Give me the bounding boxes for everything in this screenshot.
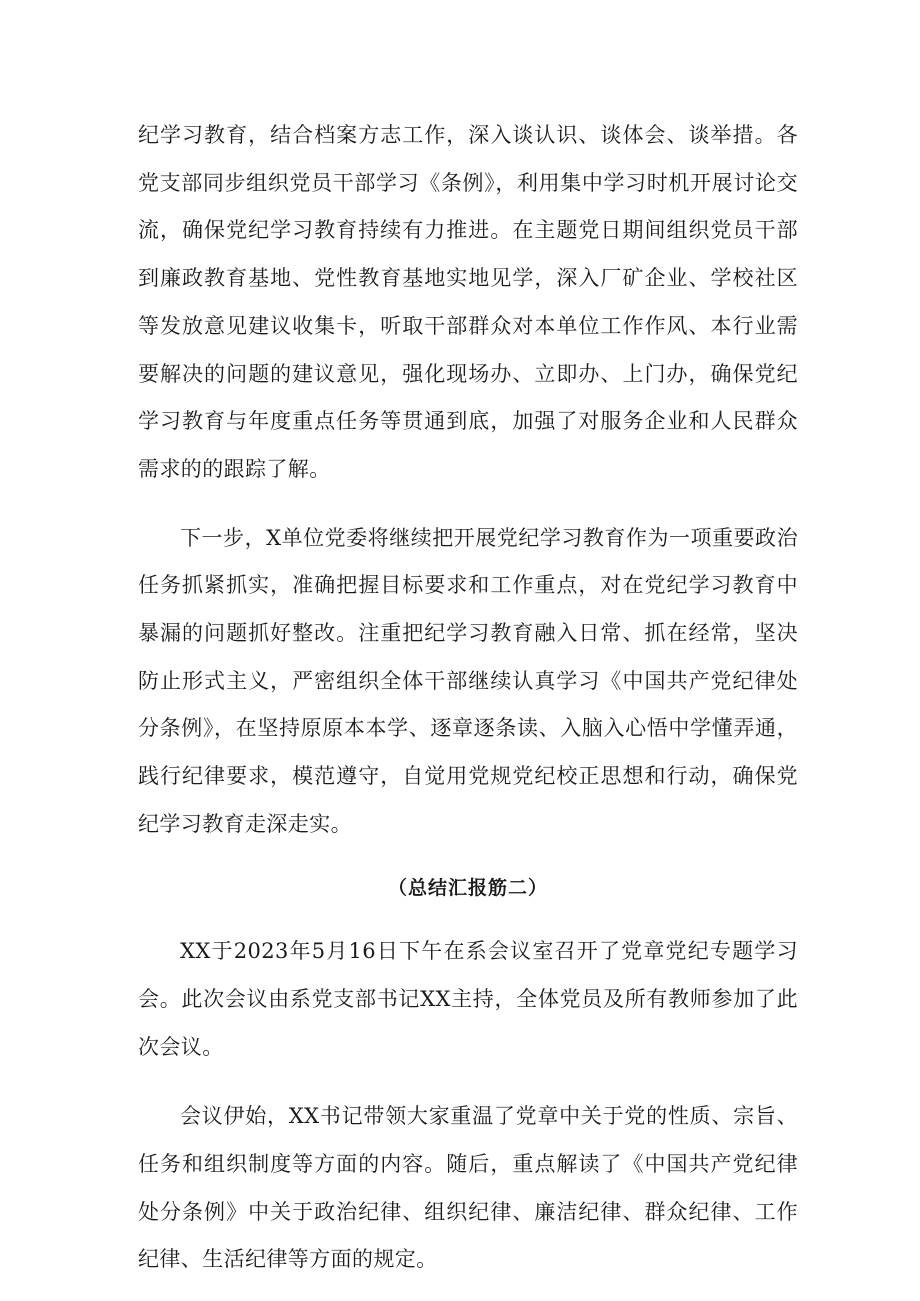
paragraph-meeting-content: 会议伊始，XX书记带领大家重温了党章中关于党的性质、宗旨、任务和组织制度等方面的内容。随后，重点解读了《中国共产党纪律处分条例》中关于政治纪律、组织纪律、廉洁纪律、群众纪律、工作纪律、生活纪律等方面的规定。: [138, 1104, 798, 1272]
paragraph-next-steps: 下一步，X单位党委将继续把开展党纪学习教育作为一项重要政治任务抓紧抓实，准确把握目标要求和工作重点，对在党纪学习教育中暴漏的问题抓好整改。注重把纪学习教育融入日常、抓在经常，坚决防止形式主义，严密组织全体干部继续认真学习《中国共产党纪律处分条例》，在坚持原原本本学、逐章逐条读、入脑入心悟中学懂弄通，践行纪律要求，模范遵守，自觉用党规党纪校正思想和行动，确保党纪学习教育走深走实。: [138, 525, 798, 836]
section-heading: （总结汇报筋二）: [387, 876, 548, 899]
paragraph-continuation: 纪学习教育，结合档案方志工作，深入谈认识、谈体会、谈举措。各党支部同步组织党员干部学习《条例》，利用集中学习时机开展讨论交流，确保党纪学习教育持续有力推进。在主题党日期间组织党员干部到廉政教育基地、党性教育基地实地见学，深入厂矿企业、学校社区等发放意见建议收集卡，听取干部群众对本单位工作作风、本行业需要解决的问题的建议意见，强化现场办、立即办、上门办，确保党纪学习教育与年度重点任务等贯通到底，加强了对服务企业和人民群众需求的的跟踪了解。: [138, 123, 798, 481]
document-page: [138, 112, 798, 1284]
paragraph-meeting-intro: XX于2023年5月16日下午在系会议室召开了党章党纪专题学习会。此次会议由系党支部书记XX主持，全体党员及所有教师参加了此次会议。: [138, 939, 798, 1059]
